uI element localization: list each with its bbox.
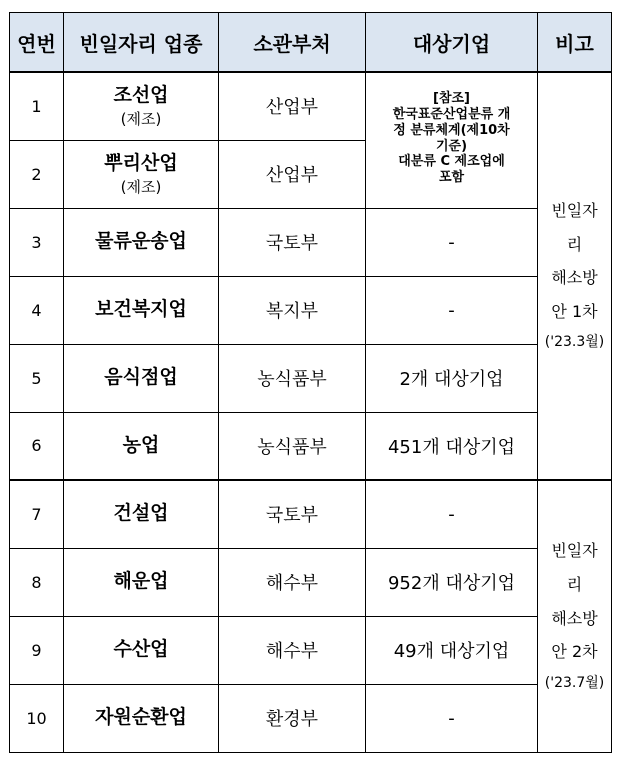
- row-industry: [64, 72, 219, 140]
- header-note: 비고: [538, 13, 612, 73]
- row-ministry: 해수부: [219, 616, 366, 684]
- reference-line: 기준): [435, 138, 468, 154]
- row-industry: 농업: [64, 412, 219, 480]
- row-ministry: 복지부: [219, 276, 366, 344]
- row-seq: 2: [10, 140, 64, 208]
- header-industry: 빈일자리 업종: [64, 13, 219, 73]
- row-ministry: 국토부: [219, 208, 366, 276]
- note-line: 해소방: [551, 608, 598, 628]
- table-row: [10, 684, 612, 752]
- industry-name: 조선업: [113, 84, 169, 107]
- row-seq: 6: [10, 412, 64, 480]
- industry-table: [9, 12, 612, 753]
- reference-line: 대분류 C 제조업에: [398, 154, 505, 170]
- row-seq: 1: [10, 72, 64, 140]
- note-phase-1: [538, 72, 612, 480]
- header-target: 대상기업: [366, 13, 538, 73]
- row-seq: 4: [10, 276, 64, 344]
- reference-line: 한국표준산업분류 개: [392, 106, 511, 122]
- industry-sub: (제조): [120, 109, 162, 128]
- row-seq: 8: [10, 548, 64, 616]
- row-industry: 해운업: [64, 548, 219, 616]
- row-industry: [64, 140, 219, 208]
- reference-line: [참조]: [433, 91, 470, 106]
- row-target: -: [366, 684, 538, 752]
- row-industry: 자원순환업: [64, 684, 219, 752]
- row-ministry: 해수부: [219, 548, 366, 616]
- row-ministry: 농식품부: [219, 344, 366, 412]
- table-row: [10, 276, 612, 344]
- reference-line: 정 분류체계(제10차: [393, 122, 510, 138]
- row-ministry: 농식품부: [219, 412, 366, 480]
- row-seq: 7: [10, 480, 64, 548]
- industry-name: 뿌리산업: [104, 152, 178, 175]
- note-phase-2: [538, 480, 612, 752]
- row-target: 952개 대상기업: [366, 548, 538, 616]
- row-target: -: [366, 208, 538, 276]
- row-industry: 건설업: [64, 480, 219, 548]
- note-period: ('23.7월): [544, 674, 605, 691]
- note-period: ('23.3월): [544, 334, 605, 351]
- table-row: [10, 480, 612, 548]
- table-row: [10, 412, 612, 480]
- row-ministry: 환경부: [219, 684, 366, 752]
- note-line: 빈일자: [551, 541, 598, 561]
- row-seq: 5: [10, 344, 64, 412]
- table-row: [10, 344, 612, 412]
- note-line: 리: [566, 574, 583, 594]
- reference-line: 포함: [438, 170, 465, 186]
- row-industry: 음식점업: [64, 344, 219, 412]
- note-line: 안 1차: [551, 301, 598, 321]
- table-row: [10, 208, 612, 276]
- row-ministry: 국토부: [219, 480, 366, 548]
- row-industry: 보건복지업: [64, 276, 219, 344]
- table-row: [10, 72, 612, 140]
- row-ministry: 산업부: [219, 140, 366, 208]
- row-seq: 9: [10, 616, 64, 684]
- note-line: 해소방: [551, 268, 598, 288]
- row-industry: 물류운송업: [64, 208, 219, 276]
- header-seq: 연번: [10, 13, 64, 73]
- table-row: [10, 548, 612, 616]
- row-target: -: [366, 480, 538, 548]
- row-target: 2개 대상기업: [366, 344, 538, 412]
- row-ministry: 산업부: [219, 72, 366, 140]
- row-target: -: [366, 276, 538, 344]
- header-row: [10, 13, 612, 73]
- row-industry: 수산업: [64, 616, 219, 684]
- reference-target: [366, 72, 538, 208]
- table-row: [10, 616, 612, 684]
- note-line: 안 2차: [551, 642, 598, 662]
- row-seq: 10: [10, 684, 64, 752]
- header-ministry: 소관부처: [219, 13, 366, 73]
- note-line: 리: [566, 234, 583, 254]
- industry-sub: (제조): [120, 177, 162, 196]
- row-target: 451개 대상기업: [366, 412, 538, 480]
- row-target: 49개 대상기업: [366, 616, 538, 684]
- note-line: 빈일자: [551, 201, 598, 221]
- row-seq: 3: [10, 208, 64, 276]
